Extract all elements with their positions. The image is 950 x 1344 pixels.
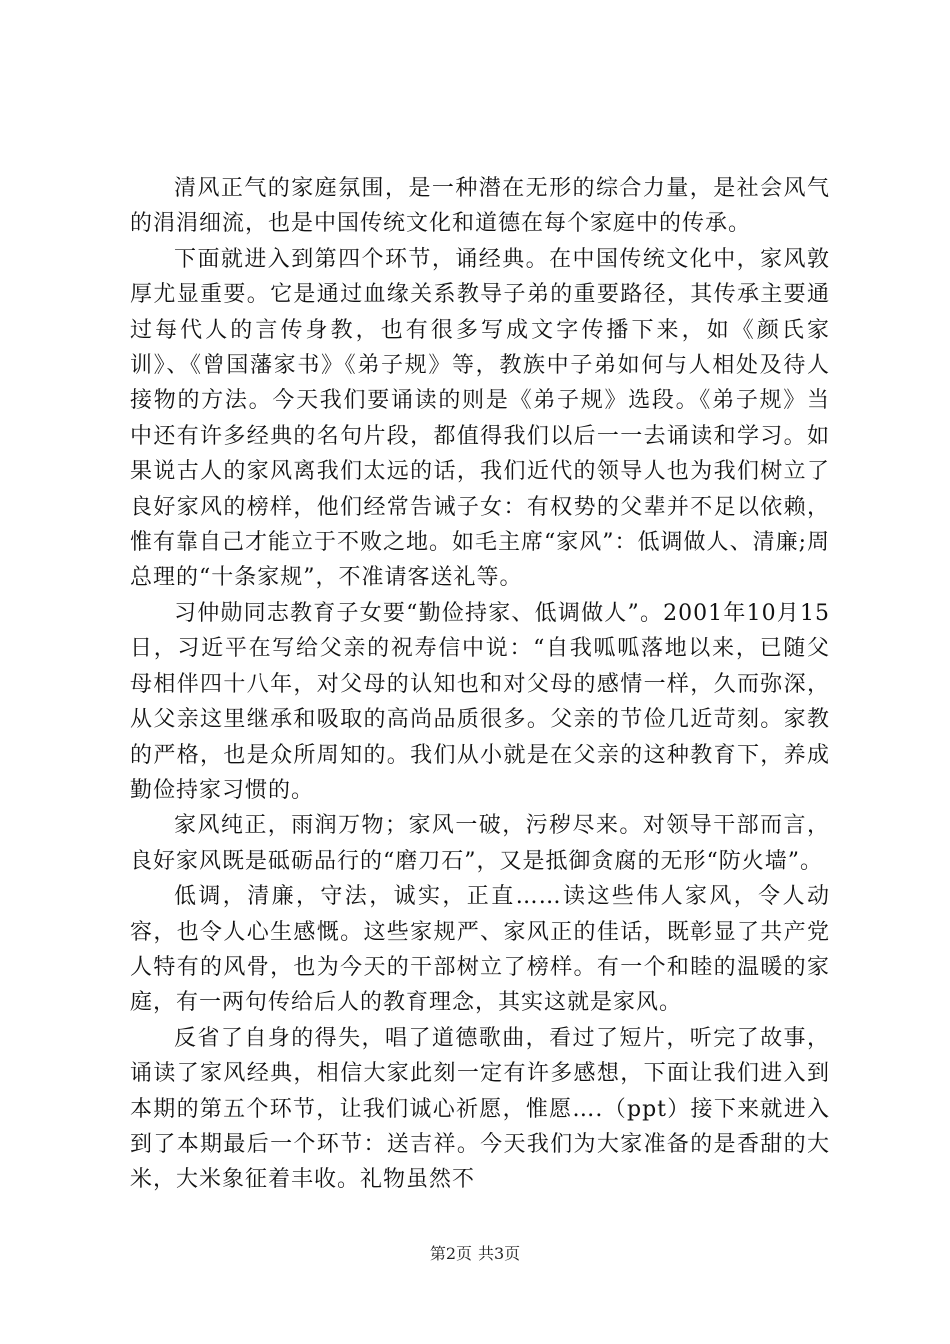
document-body [130,171,830,1198]
page-number: 第2页 [429,1244,472,1263]
paragraph: 低调，清廉，守法，诚实，正直……读这些伟人家风，令人动容，也令人心生感慨。这些家规严、家风正的佳话，既彰显了共产党人特有的风骨，也为今天的干部树立了榜样。有一个和睦的温暖的家庭，有一两句传给后人的教育理念，其实这就是家风。 [130,884,830,1016]
paragraph: 清风正气的家庭氛围，是一种潜在无形的综合力量，是社会风气的涓涓细流，也是中国传统文化和道德在每个家庭中的传承。 [130,176,830,237]
page-footer [0,1244,950,1264]
paragraph: 习仲勋同志教育子女要“勤俭持家、低调做人”。2001年10月15日，习近平在写给父亲的祝寿信中说：“自我呱呱落地以来，已随父母相伴四十八年，对父母的认知也和对父母的感情一样，久而弥深，从父亲这里继承和吸取的高尚品质很多。父亲的节俭几近苛刻。家教的严格，也是众所周知的。我们从小就是在父亲的这种教育下，养成勤俭持家习惯的。 [130,600,830,803]
paragraph: 家风纯正，雨润万物；家风一破，污秽尽来。对领导干部而言，良好家风既是砥砺品行的“磨刀石”，又是抵御贪腐的无形“防火墙”。 [130,813,830,874]
paragraph: 反省了自身的得失，唱了道德歌曲，看过了短片，听完了故事，诵读了家风经典，相信大家此刻一定有许多感想，下面让我们进入到本期的第五个环节，让我们诚心祈愿，惟愿….（ppt）接下来就进入到了本期最后一个环节：送吉祥。今天我们为大家准备的是香甜的大米，大米象征着丰收。礼物虽然不 [130,1025,830,1193]
page-total: 共3页 [478,1244,521,1263]
paragraph: 下面就进入到第四个环节，诵经典。在中国传统文化中，家风敦厚尤显重要。它是通过血缘关系教导子弟的重要路径，其传承主要通过每代人的言传身教，也有很多写成文字传播下来，如《颜氏家训》、《曾国藩家书》《弟子规》等，教族中子弟如何与人相处及待人接物的方法。今天我们要诵读的则是《弟子规》选段。《弟子规》当中还有许多经典的名句片段，都值得我们以后一一去诵读和学习。如果说古人的家风离我们太远的话，我们近代的领导人也为我们树立了良好家风的榜样，他们经常告诫子女：有权势的父辈并不足以依赖，惟有靠自己才能立于不败之地。如毛主席“家风”：低调做人、清廉;周总理的“十条家规”，不准请客送礼等。 [130,246,830,591]
